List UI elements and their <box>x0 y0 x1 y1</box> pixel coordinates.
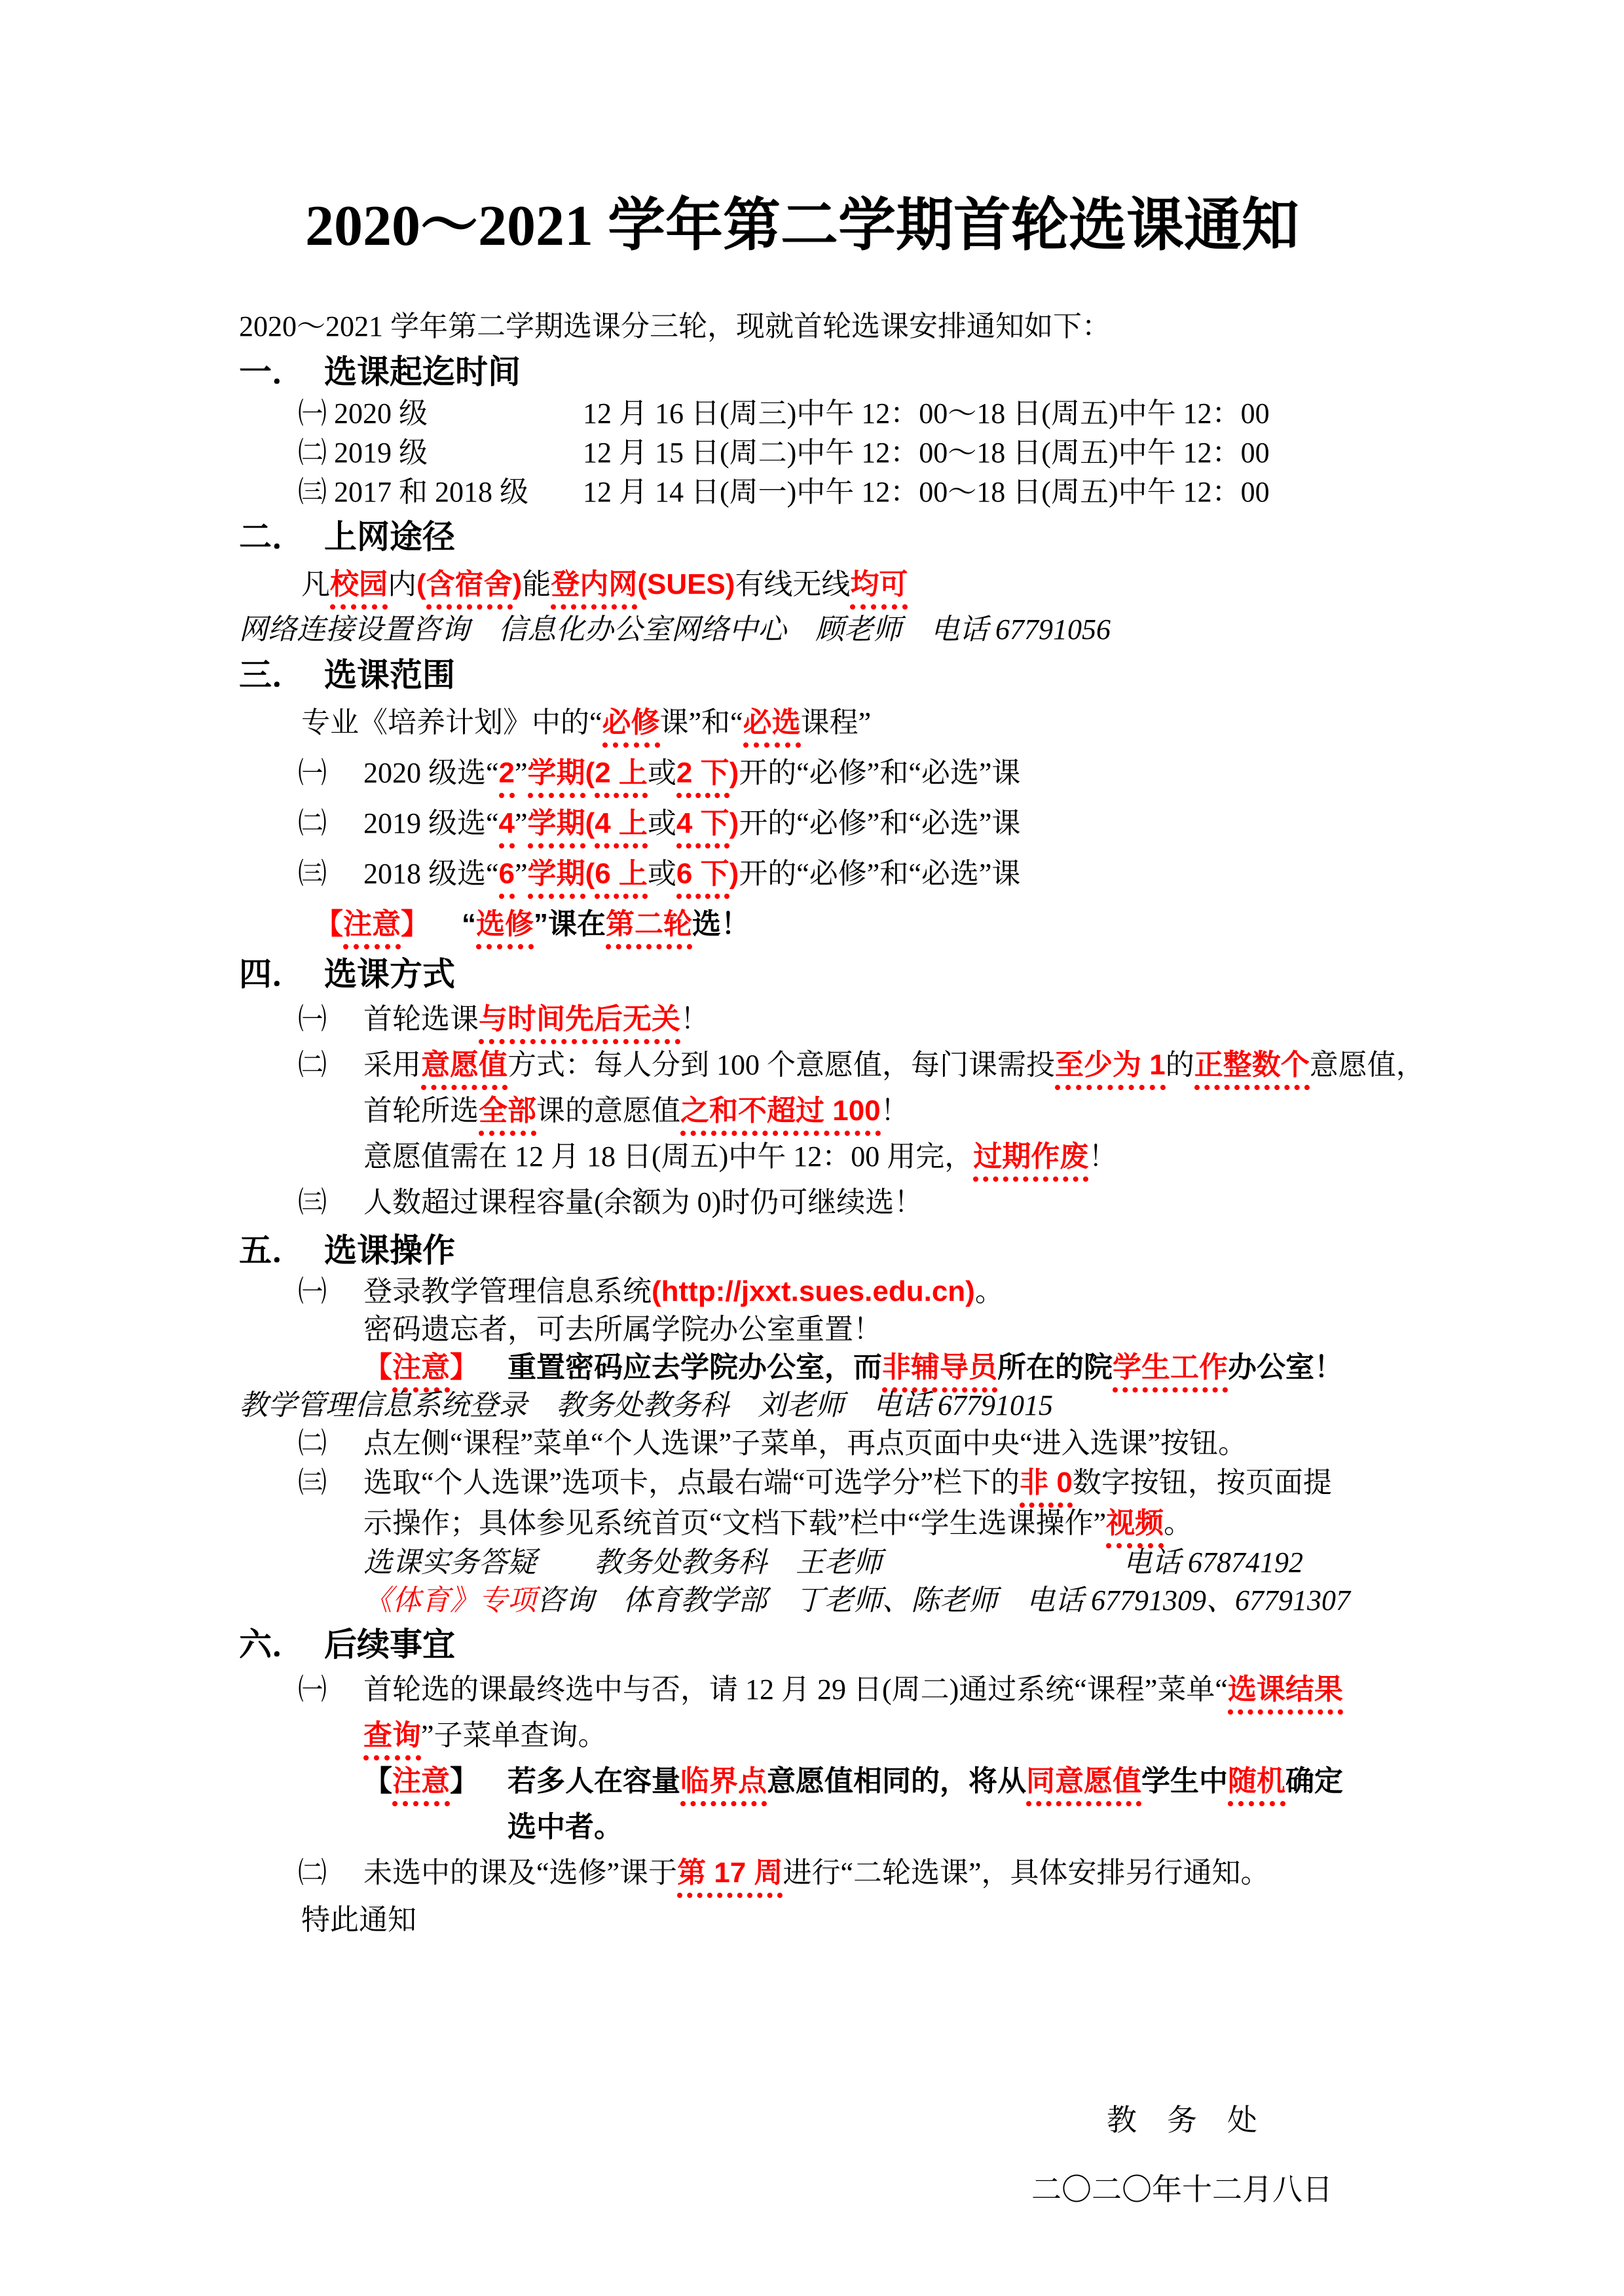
pe-contact-line <box>363 1582 1365 1620</box>
video-line <box>363 1503 1365 1544</box>
faq-contact-line <box>363 1544 1365 1582</box>
section-title: 选课范围 <box>324 657 455 693</box>
section-2-heading <box>239 515 1365 559</box>
text-run: 。 <box>974 1275 1004 1307</box>
document-title: 2020～2021 学年第二学期首轮选课通知 <box>304 194 1299 258</box>
notice-line <box>363 1349 1365 1387</box>
text-run: 4 上 <box>595 807 648 848</box>
section-3-heading <box>239 653 1365 697</box>
text-run: ( <box>416 568 426 600</box>
section-number: 三． <box>239 657 304 693</box>
notice-line <box>314 899 1365 949</box>
list-marker: ㈡ <box>298 1049 327 1081</box>
text-run: 选！ <box>692 908 750 940</box>
text-run: (SUES) <box>637 568 735 600</box>
list-marker: ㈠ <box>298 397 327 429</box>
text-run: 之和不超过 100 <box>680 1095 881 1136</box>
list-marker: ㈡ <box>298 1857 327 1889</box>
text-run: 2019 级选“ <box>363 807 499 839</box>
text-run: ” <box>515 757 528 789</box>
list-marker: ㈡ <box>298 807 327 839</box>
text-run: ) <box>729 858 739 890</box>
section-1-heading <box>239 350 1365 394</box>
notice-label <box>363 1758 507 1850</box>
list-marker: ㈠ <box>298 1003 327 1035</box>
scope-item-text <box>363 798 1365 848</box>
text-run: 同意愿值 <box>1026 1765 1141 1806</box>
text-run: 正整数个 <box>1194 1049 1310 1090</box>
section-number: 五． <box>239 1232 304 1269</box>
method-line <box>363 1088 1365 1134</box>
text-run: 学期 <box>528 858 585 899</box>
followup-item <box>298 1850 1365 1896</box>
text-run: 意愿值相同的，将从 <box>767 1765 1026 1797</box>
method-line <box>363 1042 1425 1088</box>
notice-bracket: 】 <box>401 908 430 940</box>
text-run: 意愿值 <box>421 1049 507 1090</box>
schedule-item <box>298 473 1365 512</box>
text-run: ！ <box>1088 1140 1118 1173</box>
text-run: 学期 <box>528 757 585 798</box>
signature-block <box>1031 2086 1333 2225</box>
operation-item-text <box>363 1463 1365 1544</box>
result-line <box>363 1713 1365 1758</box>
text-run: 重置密码应去学院办公室，而 <box>507 1351 882 1383</box>
text-run: 6 上 <box>595 858 648 899</box>
text-run: 首轮选的课最终选中与否，请 12 月 29 日(周二)通过系统“课程”菜单“ <box>363 1673 1228 1705</box>
text-run: 若多人在容量 <box>507 1765 680 1797</box>
list-marker: ㈢ <box>298 476 327 508</box>
text-run: 办公室！ <box>1228 1351 1343 1383</box>
text-run: 进行“二轮选课”，具体安排另行通知。 <box>783 1857 1270 1889</box>
notice-bracket: 】 <box>450 1765 479 1797</box>
text-run: ”子菜单查询。 <box>421 1719 607 1751</box>
text-run: 意愿值需在 12 月 18 日(周五)中午 12：00 用完， <box>363 1140 974 1173</box>
section-4-heading <box>239 952 1365 996</box>
text-run: 或 <box>647 807 676 839</box>
text-run: 确定选中者。 <box>507 1765 1343 1843</box>
followup-item-text <box>363 1667 1365 1758</box>
network-contact-line: 网络连接设置咨询 信息化办公室网络中心 顾老师 电话 67791056 <box>239 613 1111 646</box>
tab-line <box>363 1463 1365 1503</box>
text-run: 登内网 <box>551 568 637 610</box>
text-run: 临界点 <box>680 1765 767 1806</box>
closing-line: 特此通知 <box>301 1904 416 1936</box>
text-run: 随机 <box>1228 1765 1285 1806</box>
scope-item-text <box>363 848 1365 899</box>
operation-item-text <box>363 1273 1365 1349</box>
text-run: 专业《培养计划》中的“ <box>301 706 602 738</box>
text-run: ！ <box>880 1095 910 1127</box>
text-run: 含宿舍 <box>426 568 513 610</box>
method-item-text <box>363 1042 1425 1180</box>
text-run: 均可 <box>850 568 908 610</box>
notice-bracket: 】 <box>450 1351 479 1383</box>
text-run: ) <box>729 807 739 839</box>
operation-item <box>298 1425 1365 1463</box>
text-run: 选修 <box>476 908 534 949</box>
section-title: 后续事宜 <box>324 1626 455 1663</box>
text-run: 学生中 <box>1141 1765 1228 1797</box>
text-run: 4 下 <box>676 807 729 848</box>
text-run: 4 <box>499 807 515 848</box>
text-run: 全部 <box>479 1095 536 1136</box>
text-run: 密码遗忘者，可去所属学院办公室重置！ <box>363 1313 882 1345</box>
list-marker: ㈡ <box>298 437 327 469</box>
list-marker: ㈠ <box>298 757 327 789</box>
text-run: (http://jxxt.sues.edu.cn) <box>652 1275 975 1307</box>
scope-item-text <box>363 748 1365 798</box>
notice-text <box>507 1349 1365 1387</box>
text-run: 过期作废 <box>973 1140 1088 1182</box>
notice-word: 注意 <box>392 1765 450 1806</box>
notice-text <box>507 1758 1365 1850</box>
text-run: 能 <box>522 568 551 600</box>
faq-contact-phone: 电话 67874192 <box>1123 1546 1303 1578</box>
text-run: 选课结果 <box>1228 1673 1343 1715</box>
text-run: ”课在 <box>534 908 606 940</box>
password-line <box>363 1311 1365 1349</box>
text-run: 人数超过课程容量(余额为 0)时仍可继续选！ <box>363 1186 923 1218</box>
text-run: 选取“个人选课”选项卡，点最右端“可选学分”栏下的 <box>363 1467 1020 1499</box>
text-run: 或 <box>647 858 676 890</box>
text-run: 非 0 <box>1020 1467 1073 1508</box>
list-marker: ㈡ <box>298 1427 327 1459</box>
date-range: 12 月 16 日(周三)中午 12：00～18 日(周五)中午 12：00 <box>583 397 1270 429</box>
notice-text <box>462 899 1365 949</box>
text-run: 校园 <box>330 568 388 610</box>
text-run: 意愿值， <box>1309 1049 1425 1081</box>
method-item <box>298 1042 1425 1180</box>
notice-label <box>363 1349 507 1387</box>
schedule-item <box>298 433 1365 473</box>
text-run: 查询 <box>363 1719 421 1760</box>
text-run: 开的“必修”和“必选”课 <box>739 757 1021 789</box>
notice-word: 注意 <box>392 1351 450 1393</box>
text-run: 学生工作 <box>1113 1351 1228 1393</box>
text-run: ( <box>585 858 595 890</box>
text-run: 课”和“ <box>659 706 743 738</box>
section-6-heading <box>239 1622 1365 1667</box>
notice-line <box>363 1758 1365 1850</box>
text-run: 凡 <box>301 568 330 600</box>
scope-item <box>298 848 1365 899</box>
text-run: 首轮选课 <box>363 1003 479 1035</box>
text-run: 或 <box>647 757 676 789</box>
text-run: 示操作；具体参见系统首页“文档下载”栏中“学生选课操作” <box>363 1507 1107 1539</box>
section-number: 二． <box>239 519 304 555</box>
notice-bracket: 【 <box>363 1765 392 1797</box>
list-marker: ㈢ <box>298 1467 327 1499</box>
text-run: 开的“必修”和“必选”课 <box>739 807 1021 839</box>
text-run: 咨询 体育教学部 丁老师、陈老师 电话 67791309、67791307 <box>536 1584 1350 1616</box>
text-run: 视频 <box>1106 1507 1164 1548</box>
text-run: 课程” <box>800 706 872 738</box>
text-run: 必修 <box>602 706 660 748</box>
section-title: 选课起迄时间 <box>324 354 521 390</box>
notice-bracket: 【 <box>314 908 343 940</box>
text-run: 未选中的课及“选修”课于 <box>363 1857 678 1889</box>
method-item <box>298 1180 1365 1226</box>
scope-item <box>298 798 1365 848</box>
followup-item-text <box>363 1850 1365 1896</box>
date-range: 12 月 15 日(周二)中午 12：00～18 日(周五)中午 12：00 <box>583 437 1270 469</box>
text-run: 《体育》专项 <box>363 1584 536 1616</box>
text-run: 。 <box>1164 1507 1193 1539</box>
text-run: 第二轮 <box>606 908 692 949</box>
scope-paragraph <box>301 697 1365 748</box>
section-number: 六． <box>239 1626 304 1663</box>
text-run: 2 <box>499 757 515 798</box>
text-run: 有线无线 <box>735 568 851 600</box>
method-item-text <box>363 996 1365 1042</box>
faq-contact-left: 选课实务答疑 教务处教务科 王老师 <box>363 1546 882 1578</box>
issuing-department: 教 务 处 <box>1107 2104 1257 2137</box>
scope-item <box>298 748 1365 798</box>
section-number: 一． <box>239 354 304 390</box>
method-line <box>363 1134 1365 1180</box>
text-run: 数字按钮，按页面提 <box>1072 1467 1332 1499</box>
text-run: 学期 <box>528 807 585 848</box>
text-run: 课的意愿值 <box>536 1095 680 1127</box>
section-title: 选课方式 <box>324 956 455 993</box>
text-run: 所在的院 <box>997 1351 1113 1383</box>
list-marker: ㈠ <box>298 1673 327 1705</box>
method-item-text <box>363 1180 1365 1226</box>
followup-item <box>298 1667 1365 1758</box>
text-run: 采用 <box>363 1049 421 1081</box>
text-run: ” <box>515 807 528 839</box>
text-run: 2 上 <box>595 757 648 798</box>
text-run: ( <box>585 757 595 789</box>
text-run: ！ <box>680 1003 709 1035</box>
text-run: 方式：每人分到 100 个意愿值，每门课需投 <box>507 1049 1055 1081</box>
text-run: ” <box>515 858 528 890</box>
login-line <box>363 1273 1365 1311</box>
notice-word: 注意 <box>343 908 401 949</box>
text-run: 的 <box>1165 1049 1194 1081</box>
list-marker: ㈢ <box>298 1186 327 1218</box>
text-run: ) <box>729 757 739 789</box>
text-run: 2018 级选“ <box>363 858 499 890</box>
notice-label <box>314 899 462 949</box>
issue-date: 二〇二〇年十二月八日 <box>1031 2173 1333 2206</box>
text-run: 非辅导员 <box>882 1351 997 1393</box>
date-range: 12 月 14 日(周一)中午 12：00～18 日(周五)中午 12：00 <box>583 476 1270 508</box>
section-number: 四． <box>239 956 304 993</box>
text-run: ) <box>512 568 523 600</box>
text-run: 开的“必修”和“必选”课 <box>739 858 1021 890</box>
list-marker: ㈢ <box>298 858 327 890</box>
result-line <box>363 1667 1365 1713</box>
section-5-heading <box>239 1228 1365 1273</box>
text-run: 点左侧“课程”菜单“个人选课”子菜单，再点页面中央“进入选课”按钮。 <box>363 1427 1247 1459</box>
section-title: 上网途径 <box>324 519 455 555</box>
text-run: 内 <box>388 568 416 600</box>
intro-paragraph: 2020～2021 学年第二学期选课分三轮，现就首轮选课安排通知如下： <box>239 310 1111 342</box>
operation-item-text <box>363 1425 1365 1463</box>
network-access-note <box>301 559 1365 610</box>
text-run: 6 <box>499 858 515 899</box>
notice-bracket: 【 <box>363 1351 392 1383</box>
text-run: 登录教学管理信息系统 <box>363 1275 652 1307</box>
section-title: 选课操作 <box>324 1232 455 1269</box>
schedule-item <box>298 394 1365 433</box>
text-run: “ <box>462 908 476 940</box>
text-run: 2 下 <box>676 757 729 798</box>
text-run: 第 17 周 <box>677 1857 783 1898</box>
text-run: 首轮所选 <box>363 1095 479 1127</box>
text-run: 与时间先后无关 <box>479 1003 680 1044</box>
text-run: 2020 级选“ <box>363 757 499 789</box>
operation-item <box>298 1463 1365 1544</box>
operation-item <box>298 1273 1365 1349</box>
method-item <box>298 996 1365 1042</box>
system-contact-line: 教学管理信息系统登录 教务处教务科 刘老师 电话 67791015 <box>239 1389 1053 1421</box>
grade-label: 2020 级 <box>334 397 428 429</box>
text-run: 必选 <box>743 706 801 748</box>
text-run: 至少为 1 <box>1055 1049 1166 1090</box>
text-run: 6 下 <box>676 858 729 899</box>
grade-label: 2019 级 <box>334 437 428 469</box>
text-run: ( <box>585 807 595 839</box>
list-marker: ㈠ <box>298 1275 327 1307</box>
grade-label: 2017 和 2018 级 <box>334 476 528 508</box>
